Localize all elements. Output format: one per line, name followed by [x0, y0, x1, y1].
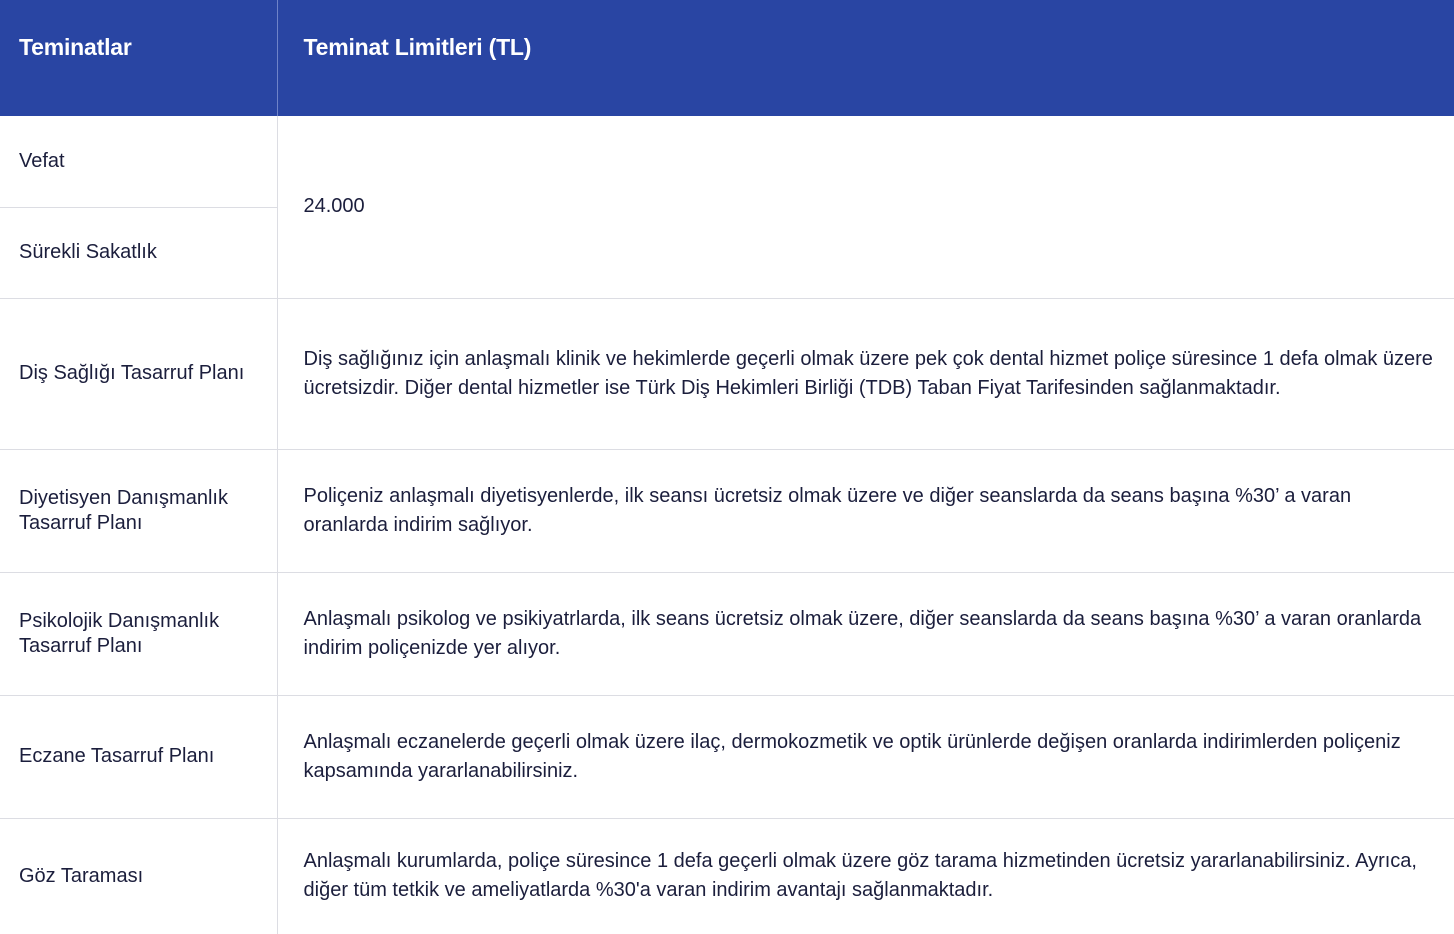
table-row — [0, 449, 1454, 572]
coverage-limit: Diş sağlığınız için anlaşmalı klinik ve hekimlerde geçerli olmak üzere pek çok dental hizmet poliçe süresince 1 defa olmak üzere ücretsizdir. Diğer dental hizmetler ise Türk Diş Hekimleri Birliği (TDB) Taban Fiyat Tarifesinden sağlanmaktadır. — [277, 298, 1454, 449]
coverage-name: Vefat — [0, 116, 277, 207]
coverage-limit: Poliçeniz anlaşmalı diyetisyenlerde, ilk seansı ücretsiz olmak üzere ve diğer seanslarda da seans başına %30’ a varan oranlarda indirim sağlıyor. — [277, 449, 1454, 572]
coverage-limit: 24.000 — [277, 116, 1454, 298]
coverage-limit: Anlaşmalı kurumlarda, poliçe süresince 1 defa geçerli olmak üzere göz tarama hizmetinden ücretsiz yararlanabilirsiniz. Ayrıca, diğer tüm tetkik ve ameliyatlarda %30'a varan indirim avantajı sağlanmaktadır. — [277, 818, 1454, 934]
header-row — [0, 0, 1454, 116]
coverage-name: Sürekli Sakatlık — [0, 207, 277, 298]
table-row — [0, 572, 1454, 695]
table-header — [0, 0, 1454, 116]
coverage-name: Diyetisyen Danışmanlık Tasarruf Planı — [0, 449, 277, 572]
header-coverages: Teminatlar — [0, 0, 277, 116]
table-row — [0, 818, 1454, 934]
coverage-limit: Anlaşmalı psikolog ve psikiyatrlarda, ilk seans ücretsiz olmak üzere, diğer seanslarda da seans başına %30’ a varan oranlarda indirim poliçenizde yer alıyor. — [277, 572, 1454, 695]
coverage-limit: Anlaşmalı eczanelerde geçerli olmak üzere ilaç, dermokozmetik ve optik ürünlerde değişen oranlarda indirimlerden poliçeniz kapsamında yararlanabilirsiniz. — [277, 695, 1454, 818]
coverage-name: Göz Taraması — [19, 864, 144, 887]
table-body — [0, 116, 1454, 934]
table-row — [0, 695, 1454, 818]
coverage-name: Eczane Tasarruf Planı — [0, 695, 277, 818]
coverage-name: Diş Sağlığı Tasarruf Planı — [0, 298, 277, 449]
coverage-name: Psikolojik Danışmanlık Tasarruf Planı — [0, 572, 277, 695]
header-coverage-limits: Teminat Limitleri (TL) — [277, 0, 1454, 116]
table-row — [0, 116, 1454, 207]
table-row — [0, 298, 1454, 449]
